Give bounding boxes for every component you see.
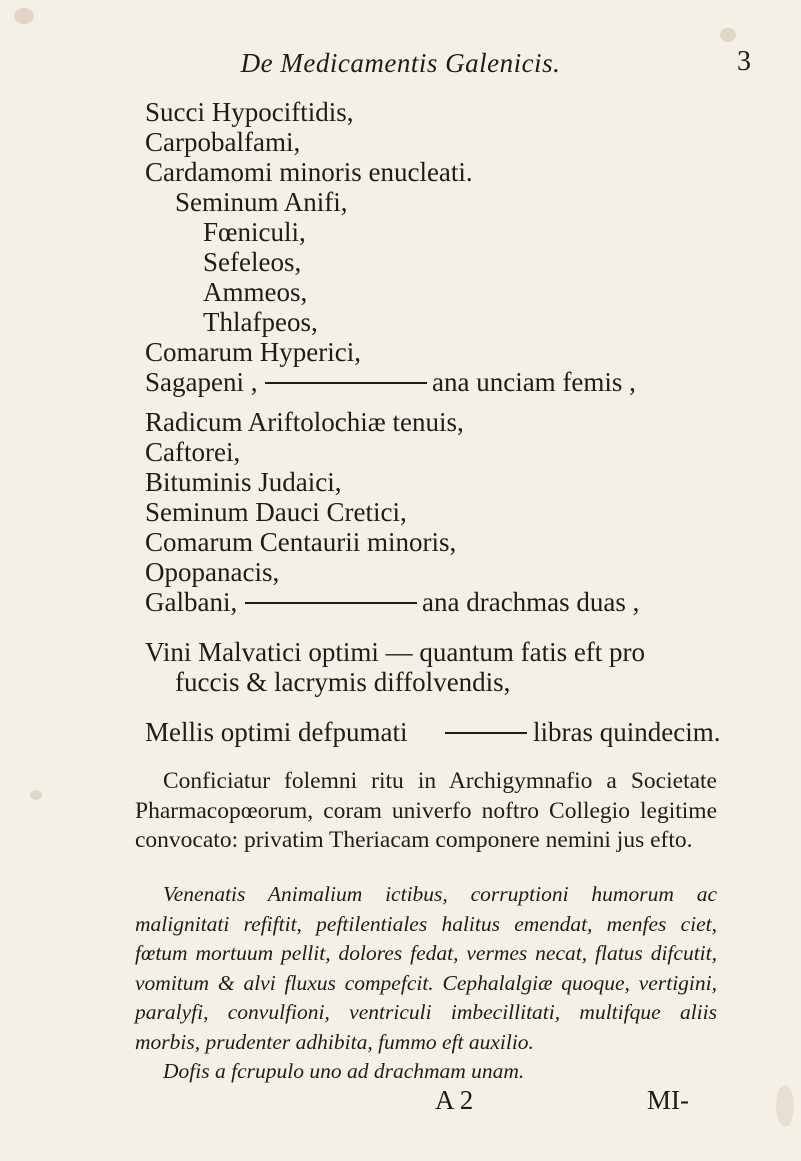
ingredient: Fœniculi, (203, 217, 306, 247)
leader-dash (265, 382, 427, 384)
quantity: ana drachmas duas , (422, 587, 640, 617)
ingredient: Thlafpeos, (203, 307, 318, 337)
vinum-line: Vini Malvatici optimi — quantum fatis eft pro (145, 637, 646, 667)
ingredient: Comarum Hyperici, (145, 337, 361, 367)
ingredient: Sagapeni , (145, 367, 258, 397)
ingredient: Radicum Ariftolochiæ tenuis, (145, 407, 464, 437)
paper-stain (776, 1085, 794, 1127)
quantity: ana unciam femis , (432, 367, 636, 397)
catchword: MI- (647, 1085, 689, 1115)
mel-ingredient: Mellis optimi defpumati (145, 717, 408, 747)
dosis-paragraph (135, 1057, 717, 1087)
paper-stain (720, 28, 736, 42)
virtutes-paragraph (135, 880, 717, 1057)
mel-quantity: libras quindecim. (533, 717, 721, 747)
ingredient: Galbani, (145, 587, 238, 617)
ingredient: Cardamomi minoris enucleati. (145, 157, 473, 187)
signature-mark: A 2 (435, 1085, 474, 1115)
running-head: De Medicamentis Galenicis. (240, 48, 561, 78)
paper-stain (30, 790, 42, 800)
ingredient: Carpobalfami, (145, 127, 301, 157)
paper-stain (14, 8, 34, 24)
conficiatur-text: Conficiatur folemni ritu in Archigymnafio a Societate Pharmacopœorum, coram univerfo noftro Collegio legitime convocato: privatim Theriacam componere nemini jus efto. (135, 768, 717, 853)
ingredient: Comarum Centaurii minoris, (145, 527, 457, 557)
ingredient: Succi Hypociftidis, (145, 97, 354, 127)
ingredient: Sefeleos, (203, 247, 302, 277)
ingredient: Opopanacis, (145, 557, 280, 587)
vinum-line: fuccis & lacrymis diffolvendis, (175, 667, 511, 697)
leader-dash (445, 732, 527, 734)
conficiatur-paragraph (135, 767, 717, 856)
ingredient: Seminum Dauci Cretici, (145, 497, 407, 527)
dosis-text: Dofis a fcrupulo uno ad drachmam unam. (163, 1059, 525, 1083)
ingredient: Ammeos, (203, 277, 308, 307)
virtutes-text: Venenatis Animalium ictibus, corruptioni humorum ac malignitati refiftit, peftilentiales halitus emendat, menfes ciet, fœtum mortuum pellit, dolores fedat, vermes necat, flatus difcutit, vomitum & alvi fluxus compefcit. Cephalalgiæ quoque, vertigini, paralyfi, convulfioni, ventriculi imbecillitati, multifque aliis morbis, prudenter adhibita, fummo eft auxilio. (135, 882, 717, 1054)
ingredient: Caftorei, (145, 437, 241, 467)
leader-dash (245, 602, 417, 604)
ingredient: Seminum Anifi, (175, 187, 348, 217)
page-number: 3 (737, 46, 751, 77)
ingredient: Bituminis Judaici, (145, 467, 342, 497)
